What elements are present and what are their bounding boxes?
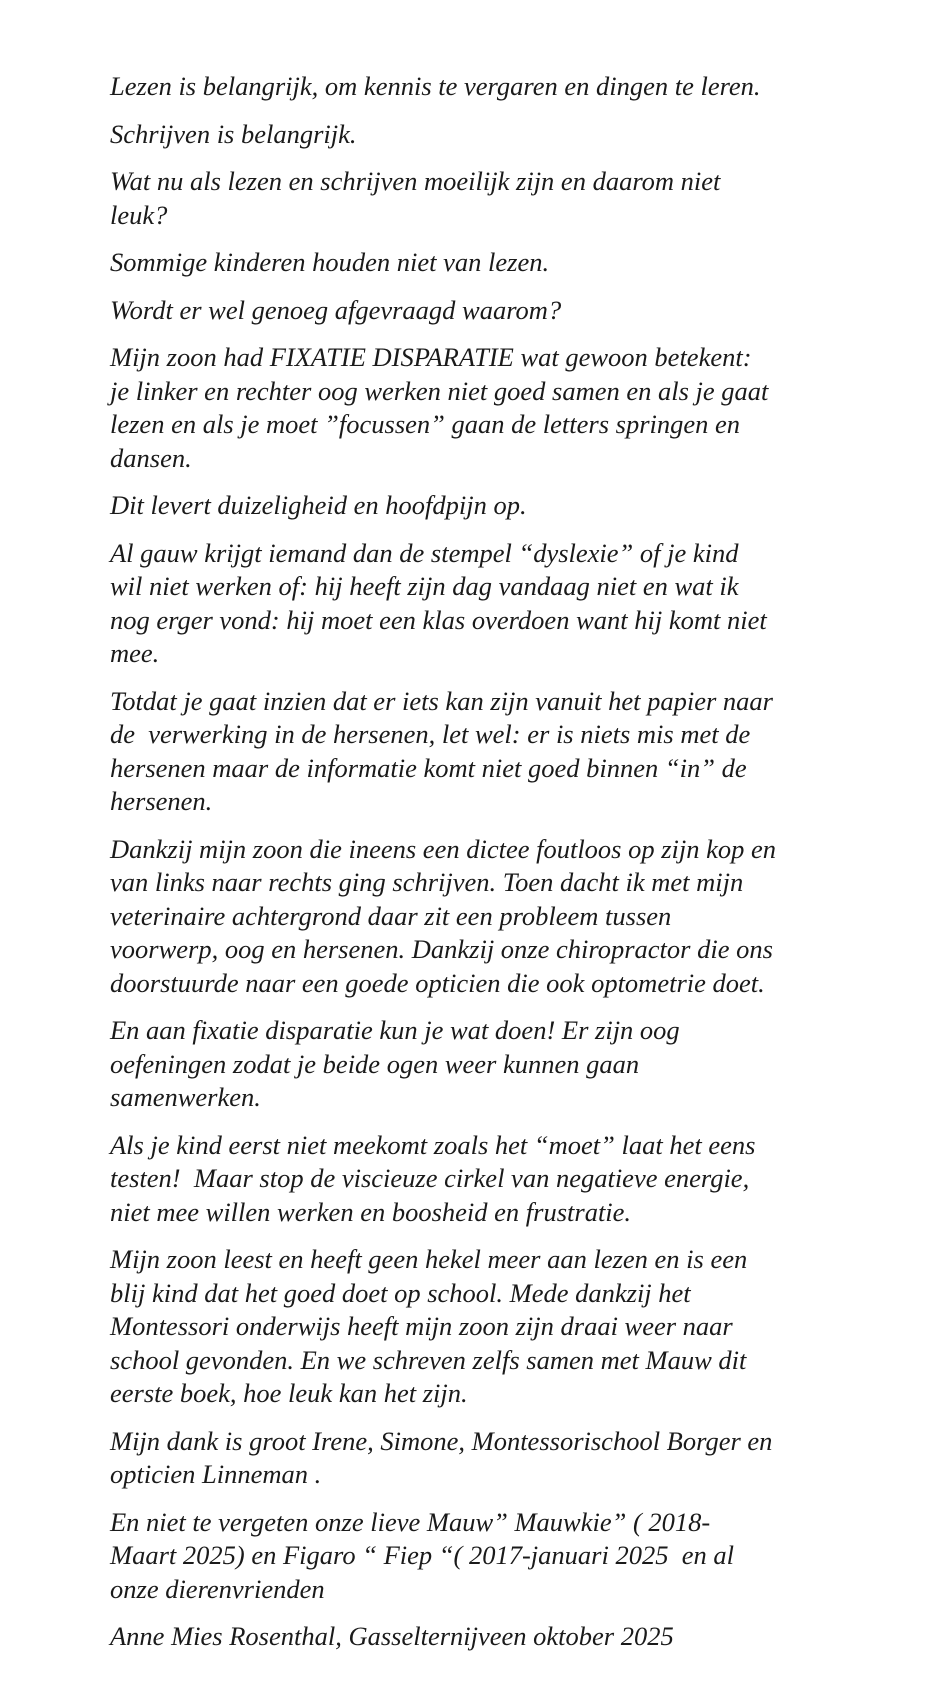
paragraph-eye-exercises: En aan fixatie disparatie kun je wat doen! Er zijn oog oefeningen zodat je beide ogen weer kunnen gaan samenwerken. bbox=[110, 1015, 680, 1112]
paragraph-reading-important: Lezen is belangrijk, om kennis te vergaren en dingen te leren. bbox=[110, 71, 761, 101]
paragraph-dictation-upside-down: Dankzij mijn zoon die ineens een dictee foutloos op zijn kop en van links naar rechts ging schrijven. Toen dacht ik met mijn veterinaire achtergrond daar zit een probleem tussen voorwerp, oog en hersenen. Dankzij onze chiropractor die ons doorstuurde naar een goede opticien die ook optometrie doet. bbox=[110, 833, 777, 998]
paragraph-dyslexia-label: Al gauw krijgt iemand dan de stempel “dyslexie” of je kind wil niet werken of: hij heeft zijn dag vandaag niet en wat ik nog erger vond: hij moet een klas overdoen want hij komt niet mee. bbox=[110, 537, 767, 668]
author-signature-line: Anne Mies Rosenthal, Gasselternijveen oktober 2025 bbox=[110, 1621, 674, 1651]
paragraph-what-if-difficult: Wat nu als lezen en schrijven moeilijk zijn en daarom niet leuk? bbox=[110, 166, 721, 230]
paragraph-asked-why: Wordt er wel genoeg afgevraagd waarom? bbox=[110, 294, 562, 325]
paragraph-dizziness-headache: Dit levert duizeligheid en hoofdpijn op. bbox=[110, 490, 527, 520]
paragraph-get-tested: Als je kind eerst niet meekomt zoals het “moet” laat het eens testen! Maar stop de viscieuze cirkel van negatieve energie, niet mee willen werken en boosheid en frustratie. bbox=[110, 1129, 756, 1227]
document-page bbox=[110, 70, 850, 1668]
paragraph-pets-memorial: En niet te vergeten onze lieve Mauw” Mauwkie” ( 2018- Maart 2025) en Figaro “ Fiep “( 2017-januari 2025 en al onze dierenvrienden bbox=[110, 1506, 734, 1604]
paragraph-thanks: Mijn dank is groot Irene, Simone, Montessorischool Borger en opticien Linneman . bbox=[110, 1425, 773, 1489]
paragraph-fixation-disparity: Mijn zoon had FIXATIE DISPARATIE wat gewoon betekent: je linker en rechter oog werken niet goed samen en als je gaat lezen en als je moet ”focussen” gaan de letters springen en dansen. bbox=[110, 342, 769, 473]
paragraph-some-children: Sommige kinderen houden niet van lezen. bbox=[110, 247, 550, 277]
paragraph-son-reads-now: Mijn zoon leest en heeft geen hekel meer aan lezen en is een blij kind dat het goed doet op school. Mede dankzij het Montessori onderwijs heeft mijn zoon zijn draai weer naar school gevonden. En we schreven zelfs samen met Mauw dit eerste boek, hoe leuk kan het zijn. bbox=[110, 1244, 748, 1408]
paragraph-brain-processing: Totdat je gaat inzien dat er iets kan zijn vanuit het papier naar de verwerking in de hersenen, let wel: er is niets mis met de hersenen maar de informatie komt niet goed binnen “in” de hersenen. bbox=[110, 685, 773, 816]
paragraph-writing-important: Schrijven is belangrijk. bbox=[110, 118, 357, 149]
